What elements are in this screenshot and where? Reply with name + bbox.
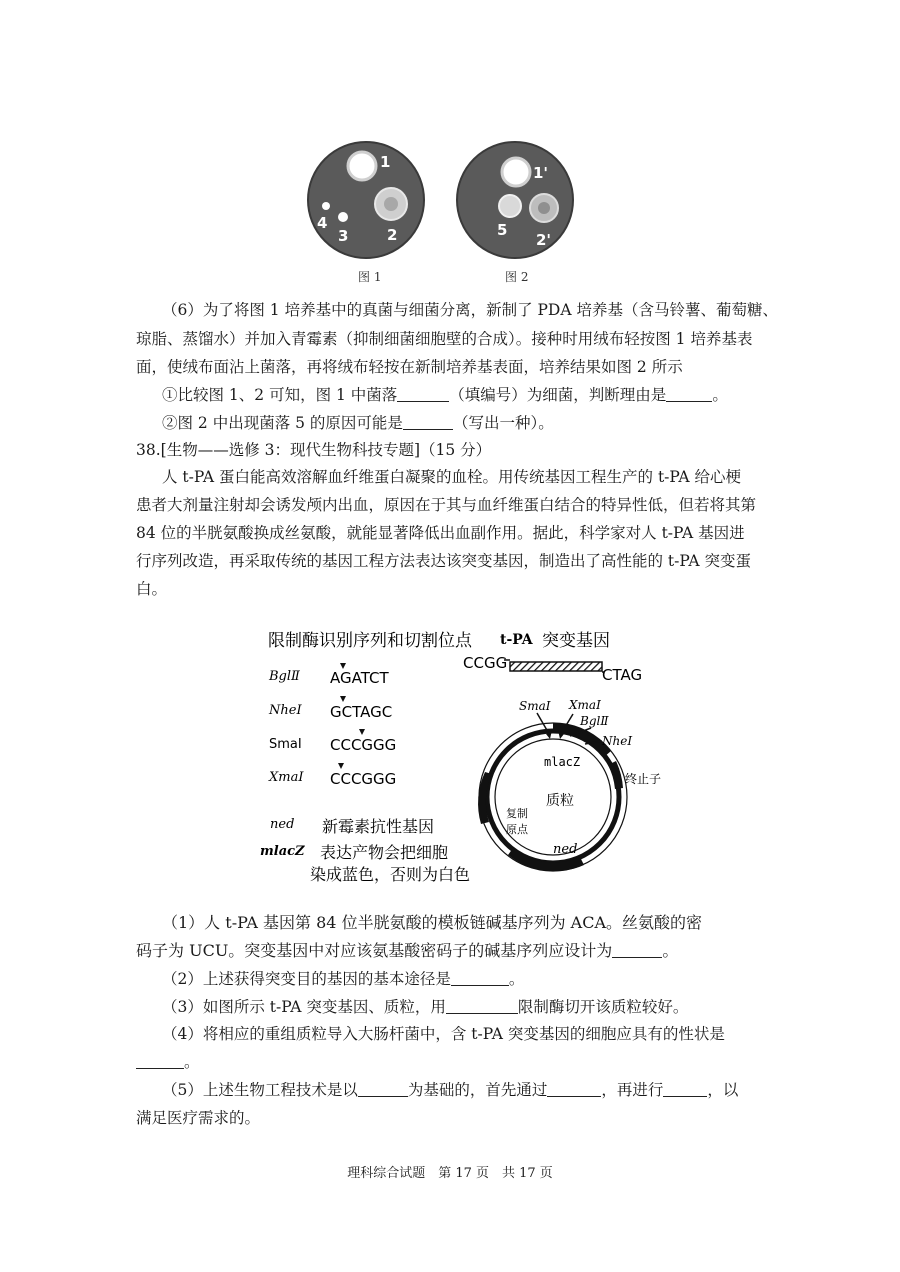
enzyme-name-nhe: NheⅠ — [269, 703, 302, 718]
q38-para-line4: 行序列改造，再采取传统的基因工程方法表达该突变基因，制造出了高性能的 t-PA 突变蛋 — [136, 552, 752, 570]
q38-para-line2: 患者大剂量注射却会诱发颅内出血，原因在于其与血纤维蛋白结合的特异性低，但若将其第 — [136, 496, 757, 514]
q5-line2: 满足医疗需求的。 — [136, 1109, 261, 1127]
plasmid-terminator-label: 终止子 — [625, 772, 662, 786]
site-label-sma: SmaⅠ — [519, 699, 551, 713]
legend-ned-text: 新霉素抗性基因 — [322, 817, 435, 836]
dish2-label-2p: 2' — [536, 231, 552, 249]
q38-para-line5: 白。 — [136, 580, 168, 598]
answer-blank[interactable] — [403, 413, 453, 430]
tpa-gene-bar — [510, 662, 602, 671]
q38-para-line3: 84 位的半胱氨酸换成丝氨酸，就能显著降低出血副作用。据此，科学家对人 t-PA 基因进 — [136, 524, 745, 542]
answer-blank[interactable] — [136, 1052, 184, 1069]
answer-blank[interactable] — [397, 385, 449, 402]
answer-blank[interactable] — [666, 385, 712, 402]
dish1-label-2: 2 — [387, 226, 398, 244]
q1-line2: 码子为 UCU。突变基因中对应该氨基酸密码子的碱基序列应设计为 。 — [136, 941, 679, 960]
diagram-title-right-a: t-PA — [500, 632, 533, 648]
dish1-label-1: 1 — [380, 153, 391, 171]
legend-mlacz-text2: 染成蓝色，否则为白色 — [310, 865, 471, 884]
site-label-xma: XmaⅠ — [569, 698, 601, 712]
plasmid-ori-label-1: 复制 — [506, 807, 528, 820]
colony-4 — [322, 202, 330, 210]
answer-blank[interactable] — [358, 1080, 408, 1097]
figure-1-caption: 图 1 — [358, 270, 382, 284]
q2-line: （2）上述获得突变目的基因的基本途径是 。 — [162, 970, 525, 988]
answer-blank[interactable] — [451, 969, 509, 986]
dish2-label-1p: 1' — [533, 164, 549, 182]
dish1-label-4: 4 — [317, 214, 328, 232]
enzyme-seq-nhe: GCTAGC — [330, 703, 393, 721]
enzyme-name-xma: XmaⅠ — [269, 770, 304, 785]
answer-blank[interactable] — [446, 997, 518, 1014]
enzyme-seq-sma: CCCGGG — [330, 736, 397, 754]
gene-left-end: CCGG — [463, 654, 508, 672]
answer-blank[interactable] — [612, 941, 662, 958]
q6-intro-line3: 面，使绒布面沾上菌落，再将绒布轻按在新制培养基表面，培养结果如图 2 所示 — [136, 358, 683, 376]
petri-dish-figure — [296, 138, 586, 288]
q5-line1: （5）上述生物工程技术是以 为基础的，首先通过 ，再进行 ，以 — [162, 1081, 739, 1099]
q6-intro-line1: （6）为了将图 1 培养基中的真菌与细菌分离，新制了 PDA 培养基（含马铃薯、葡萄糖、 — [162, 301, 778, 319]
diagram-title-right-b: 突变基因 — [542, 631, 610, 651]
enzyme-name-bgl: BglⅡ — [269, 669, 300, 684]
q6-intro-line2: 琼脂、蒸馏水）并加入青霉素（抑制细菌细胞壁的合成）。接种时用绒布轻按图 1 培养基表 — [136, 330, 753, 348]
enzyme-name-sma: SmaⅠ — [269, 737, 302, 752]
q1-line1: （1）人 t-PA 基因第 84 位半胱氨酸的模板链碱基序列为 ACA。丝氨酸的密 — [162, 913, 703, 932]
q38-para-line1: 人 t-PA 蛋白能高效溶解血纤维蛋白凝聚的血栓。用传统基因工程生产的 t-PA 给心梗 — [162, 468, 742, 486]
gene-plasmid-diagram — [250, 622, 670, 890]
colony-5 — [499, 195, 521, 217]
enzyme-seq-xma: CCCGGG — [330, 770, 397, 788]
legend-mlacz-text1: 表达产物会把细胞 — [320, 843, 449, 862]
q6-sub1: ①比较图 1、2 可知，图 1 中菌落 （填编号）为细菌，判断理由是 。 — [162, 386, 728, 404]
legend-ned-key: ned — [270, 817, 295, 832]
plasmid-mlacz-label: mlacZ — [544, 755, 581, 769]
figure-2-caption: 图 2 — [505, 270, 529, 284]
answer-blank[interactable] — [547, 1080, 601, 1097]
colony-1-prime — [502, 158, 530, 186]
site-label-nhe: NheⅠ — [602, 734, 633, 748]
site-label-bgl: BglⅡ — [580, 714, 609, 728]
dish2-label-5: 5 — [497, 221, 508, 239]
plasmid-label: 质粒 — [546, 793, 574, 809]
colony-3 — [338, 212, 348, 222]
answer-blank[interactable] — [663, 1080, 707, 1097]
q4-line2: 。 — [136, 1050, 200, 1072]
diagram-title-left: 限制酶识别序列和切割位点 — [268, 631, 472, 651]
enzyme-seq-bgl: AGATCT — [330, 669, 389, 687]
q3-line: （3）如图所示 t-PA 突变基因、质粒，用 限制酶切开该质粒较好。 — [162, 998, 689, 1016]
gene-right-end: CTAG — [602, 666, 643, 684]
q38-heading: 38.[生物——选修 3：现代生物科技专题]（15 分） — [136, 441, 492, 459]
q4-line1: （4）将相应的重组质粒导入大肠杆菌中，含 t-PA 突变基因的细胞应具有的性状是 — [162, 1025, 725, 1043]
legend-mlacz-key: mlacZ — [260, 844, 305, 859]
dish1-label-3: 3 — [338, 227, 349, 245]
page-footer: 理科综合试题 第 17 页 共 17 页 — [347, 1166, 553, 1181]
plasmid-ned-label: ned — [553, 842, 578, 857]
colony-1 — [348, 152, 376, 180]
q6-sub2: ②图 2 中出现菌落 5 的原因可能是 （写出一种）。 — [162, 414, 554, 432]
plasmid-ori-label-2: 原点 — [506, 823, 528, 836]
